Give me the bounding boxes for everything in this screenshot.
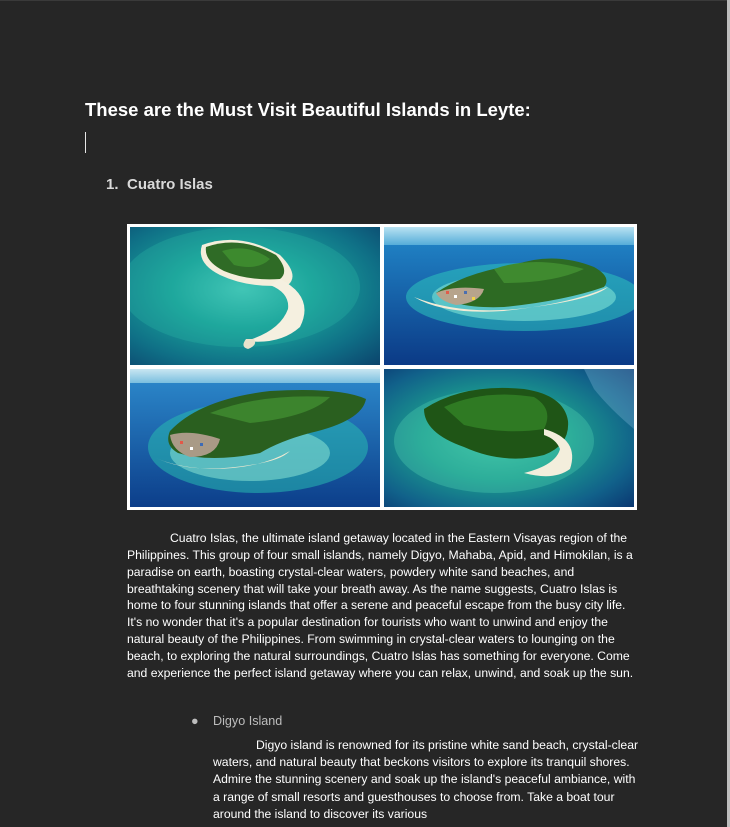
list-item: [191, 714, 282, 728]
intro-paragraph: [127, 530, 643, 682]
intro-paragraph-text: Cuatro Islas, the ultimate island getaway located in the Eastern Visayas region of the Philippines. This group of four small islands, namely Digyo, Mahaba, Apid, and Himokilan, is a paradise on earth, boasting crystal-clear waters, powdery white sand beaches, and breathtaking scenery that will take your breath away. As the name suggests, Cuatro Islas is home to four stunning islands that offer a serene and peaceful escape from the busy city life. It's no wonder that it's a popular destination for tourists who want to unwind and enjoy the natural beauty of the Philippines. From swimming in crystal-clear waters to lounging on the beach, to exploring the natural surroundings, Cuatro Islas has something for everyone. Come and experience the perfect island getaway where you can relax, unwind, and soak up the sun.: [127, 531, 634, 680]
section-title: Cuatro Islas: [127, 176, 213, 193]
bullet-dot-icon: ●: [191, 714, 199, 728]
list-item-title: Digyo Island: [213, 714, 283, 728]
photo-island-reef: [384, 369, 634, 507]
page-heading: These are the Must Visit Beautiful Islands in Leyte:: [85, 99, 531, 120]
sub-item-paragraph: [213, 737, 643, 823]
section-heading: [106, 176, 213, 193]
photo-island-crescent: [130, 227, 380, 365]
photo-island-forest: [130, 369, 380, 507]
island-photo-collage[interactable]: [127, 224, 637, 510]
photo-island-village: [384, 227, 634, 365]
text-cursor: [85, 132, 86, 153]
section-number: 1.: [106, 176, 119, 193]
sub-item-paragraph-text: Digyo island is renowned for its pristine white sand beach, crystal-clear waters, and natural beauty that beckons visitors to explore its tranquil shores. Admire the stunning scenery and soak up the island's peaceful ambiance, with a range of small resorts and guesthouses to choose from. Take a boat tour around the island to discover its various: [213, 738, 639, 821]
